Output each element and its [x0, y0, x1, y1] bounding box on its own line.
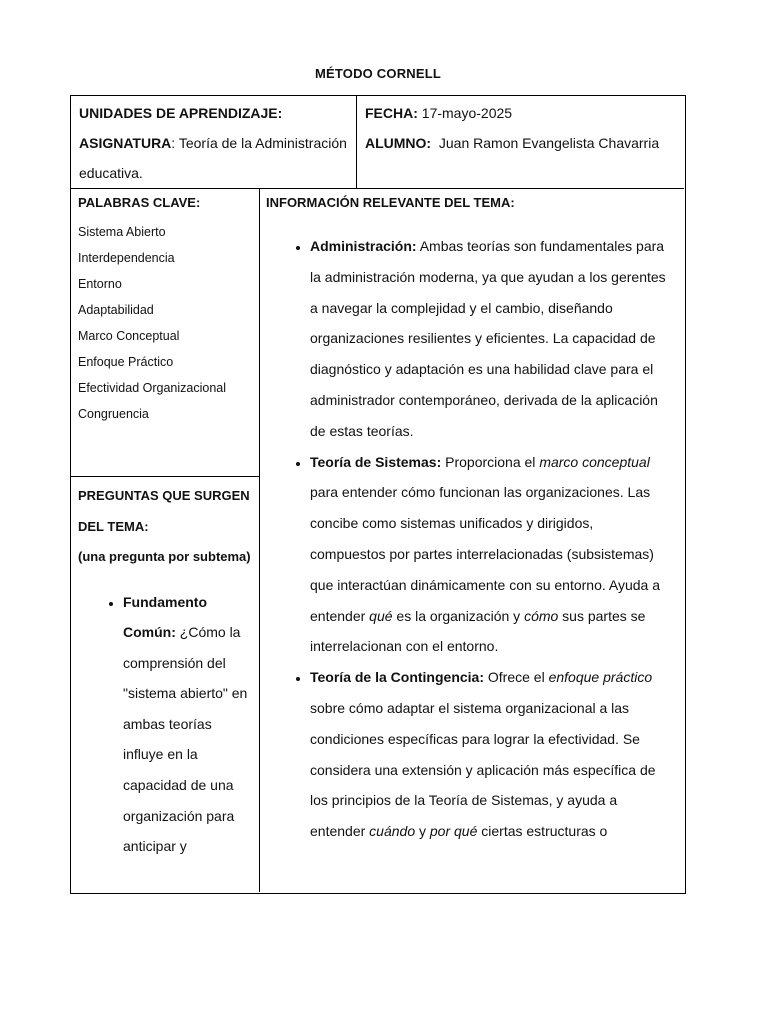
question-text: ¿Cómo la comprensión del "sistema abierto" en ambas teorías influye en la capacidad de una organización para anticipar y — [123, 624, 248, 855]
question-item — [123, 587, 253, 862]
question-term: Fundamento Común: — [123, 593, 207, 641]
info-item — [310, 447, 671, 663]
keywords-list — [71, 219, 259, 427]
alumno-value: Juan Ramon Evangelista Chavarria — [431, 135, 660, 151]
info-emphasis: qué — [369, 607, 393, 624]
keyword-item: Interdependencia — [78, 251, 175, 265]
asignatura-label: ASIGNATURA — [79, 135, 172, 151]
keyword-item: Congruencia — [78, 407, 149, 421]
info-text: Proporciona el — [441, 453, 540, 470]
info-text: ciertas estructuras o — [477, 823, 608, 840]
info-text: y — [415, 823, 430, 840]
keyword-item: Efectividad Organizacional — [78, 381, 226, 395]
info-emphasis: marco conceptual — [539, 453, 650, 470]
document-title: MÉTODO CORNELL — [314, 66, 442, 81]
keyword-item: Marco Conceptual — [78, 329, 180, 343]
info-item — [310, 662, 671, 847]
info-text: para entender cómo funcionan las organizaciones. Las concibe como sistemas unificados y dirigidos, compuestos por partes interrelacionadas (subsistemas) que interactúan dinámicamente con su entorno. Ayuda a entender — [310, 484, 660, 624]
header-left-cell — [71, 96, 356, 188]
header-right-cell — [357, 96, 685, 188]
keyword-item: Sistema Abierto — [78, 225, 166, 239]
info-cell — [260, 189, 685, 892]
info-item — [310, 231, 671, 447]
cornell-table — [70, 95, 686, 894]
info-text: Ambas teorías son fundamentales para la administración moderna, ya que ayudan a los gerentes a navegar la complejidad y el cambio, diseñando organizaciones resilientes y eficientes. La capacidad de diagnóstico y adaptación es una habilidad clave para el administrador contemporáneo, derivada de la aplicación de estas teorías. — [310, 238, 666, 439]
info-text: sobre cómo adaptar el sistema organizacional a las condiciones específicas para lograr la efectividad. Se considera una extensión y aplicación más específica de los principios de la Teoría de Sistemas, y ayuda a entender — [310, 699, 656, 840]
info-emphasis: por qué — [429, 823, 478, 840]
info-emphasis: enfoque práctico — [548, 669, 653, 686]
questions-title — [71, 477, 259, 573]
keyword-item: Enfoque Práctico — [78, 355, 174, 369]
fecha-value: 17-mayo-2025 — [417, 105, 513, 121]
info-text: sus partes se interrelacionan con el entorno. — [310, 607, 646, 655]
fecha-label: FECHA: — [365, 105, 418, 121]
info-text: es la organización y — [392, 607, 525, 624]
unidades-label: UNIDADES DE APRENDIZAJE: — [79, 105, 283, 121]
alumno-label: ALUMNO: — [365, 135, 432, 151]
asignatura-value: Teoría de la Administración educativa. — [79, 135, 347, 181]
questions-cell — [71, 477, 259, 892]
keywords-title: PALABRAS CLAVE: — [78, 195, 201, 210]
info-text: Ofrece el — [484, 669, 549, 686]
info-title: INFORMACIÓN RELEVANTE DEL TEMA: — [266, 195, 515, 210]
info-term: Administración: — [310, 238, 417, 254]
info-term: Teoría de la Contingencia: — [310, 669, 484, 686]
info-term: Teoría de Sistemas: — [310, 453, 442, 470]
questions-list — [71, 587, 259, 862]
asignatura-separator: : — [171, 135, 179, 151]
keyword-item: Adaptabilidad — [78, 303, 154, 317]
keyword-item: Entorno — [78, 277, 122, 291]
info-emphasis: cómo — [524, 607, 559, 624]
info-list — [260, 231, 685, 847]
keywords-cell — [71, 189, 259, 476]
questions-title-note: (una pregunta por subtema) — [78, 549, 251, 564]
info-emphasis: cuándo — [369, 823, 416, 840]
questions-title-main: PREGUNTAS QUE SURGEN DEL TEMA: — [78, 488, 250, 534]
